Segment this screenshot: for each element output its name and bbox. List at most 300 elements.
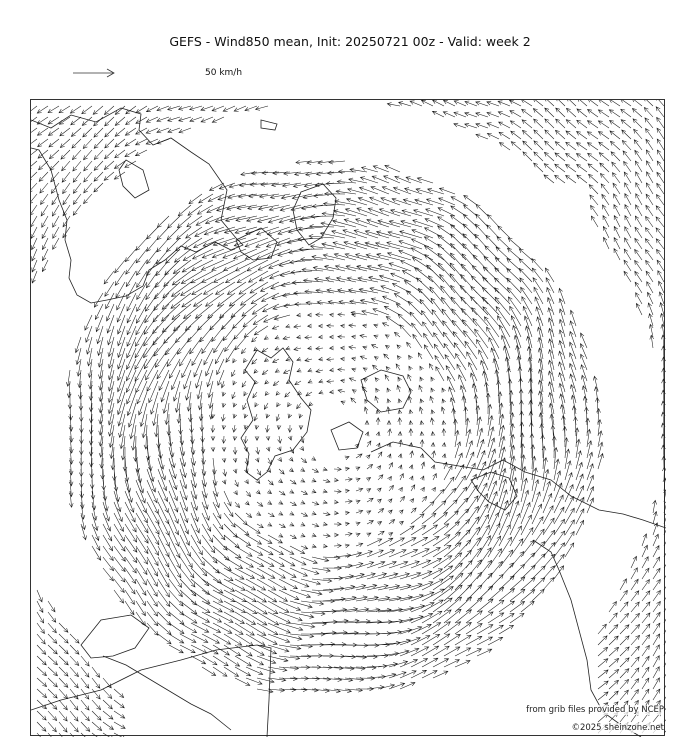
- wind-vector: [70, 678, 78, 688]
- wind-vector: [661, 445, 665, 458]
- wind-vector: [649, 314, 653, 326]
- wind-vector: [544, 152, 554, 161]
- wind-vector: [114, 524, 125, 541]
- wind-vector: [620, 636, 629, 645]
- wind-vector: [31, 227, 37, 239]
- wind-vector: [81, 700, 89, 710]
- wind-vector: [125, 150, 136, 157]
- coastline-north-america: [31, 108, 243, 303]
- wind-vector: [614, 216, 620, 228]
- wind-vector: [381, 197, 400, 205]
- wind-vector: [162, 304, 181, 321]
- wind-vector: [222, 392, 226, 396]
- wind-vector: [560, 394, 566, 414]
- wind-vector: [256, 106, 269, 110]
- wind-vector: [521, 490, 529, 513]
- wind-vector: [487, 101, 499, 106]
- wind-vector: [367, 265, 389, 271]
- wind-vector: [370, 197, 389, 205]
- wind-vector: [477, 494, 488, 513]
- wind-vector: [91, 480, 95, 499]
- wind-vector: [41, 194, 49, 205]
- wind-vector: [566, 153, 576, 161]
- wind-vector: [158, 590, 170, 607]
- wind-vector: [257, 645, 277, 654]
- wind-vector: [126, 348, 136, 369]
- wind-vector: [538, 380, 543, 403]
- wind-vector: [566, 164, 577, 172]
- wind-vector: [330, 346, 334, 350]
- wind-vector: [653, 568, 660, 579]
- wind-vector: [653, 546, 659, 557]
- wind-vector: [432, 310, 444, 326]
- wind-vector: [211, 436, 215, 440]
- wind-vector: [257, 579, 276, 590]
- wind-vector: [587, 132, 598, 139]
- wind-vector: [224, 645, 241, 656]
- wind-vector: [488, 536, 501, 557]
- wind-vector: [364, 378, 368, 382]
- wind-vector: [213, 601, 234, 612]
- wind-vector: [576, 143, 587, 150]
- wind-vector: [664, 724, 666, 733]
- wind-vector: [312, 511, 317, 515]
- wind-vector: [327, 357, 334, 361]
- wind-vector: [48, 634, 57, 643]
- wind-vector: [356, 543, 363, 547]
- wind-vector: [180, 579, 196, 596]
- wind-vector: [374, 357, 378, 361]
- wind-vector: [603, 226, 609, 238]
- wind-vector: [157, 128, 169, 133]
- wind-vector: [334, 666, 354, 670]
- wind-vector: [284, 370, 291, 374]
- wind-vector: [179, 106, 192, 110]
- wind-vector: [276, 414, 280, 421]
- wind-vector: [420, 421, 424, 425]
- wind-vector: [647, 172, 654, 183]
- wind-vector: [341, 401, 346, 405]
- wind-vector: [312, 544, 316, 548]
- wind-vector: [635, 150, 642, 161]
- wind-vector: [397, 385, 401, 392]
- wind-vector: [255, 436, 259, 440]
- wind-vector: [279, 524, 285, 528]
- wind-vector: [664, 590, 666, 601]
- wind-vector: [356, 500, 360, 504]
- wind-vector: [312, 654, 334, 658]
- wind-vector: [180, 348, 192, 366]
- wind-vector: [476, 123, 488, 128]
- wind-vector: [196, 216, 213, 225]
- wind-vector: [519, 249, 532, 260]
- wind-vector: [460, 285, 477, 304]
- wind-vector: [145, 293, 158, 311]
- wind-vector: [334, 655, 356, 659]
- wind-vector: [431, 388, 435, 393]
- wind-vector: [632, 100, 642, 106]
- wind-vector: [635, 282, 642, 293]
- wind-vector: [555, 142, 565, 150]
- wind-vector: [105, 117, 114, 126]
- wind-vector: [71, 117, 81, 125]
- wind-vector: [341, 379, 345, 383]
- wind-vector: [481, 361, 489, 382]
- wind-vector: [147, 524, 159, 545]
- wind-vector: [559, 309, 565, 326]
- wind-vector: [598, 681, 608, 689]
- wind-vector: [93, 106, 103, 114]
- wind-vector: [278, 533, 283, 537]
- wind-vector: [398, 314, 411, 326]
- wind-vector: [487, 112, 499, 117]
- wind-vector: [316, 313, 323, 317]
- wind-vector: [379, 209, 400, 217]
- wind-vector: [37, 128, 48, 135]
- wind-vector: [59, 656, 68, 665]
- wind-vector: [190, 425, 194, 444]
- wind-vector: [70, 634, 79, 643]
- wind-vector: [609, 110, 620, 117]
- wind-vector: [245, 501, 249, 505]
- wind-vector: [136, 612, 145, 626]
- wind-vector: [180, 535, 191, 557]
- wind-vector: [73, 183, 81, 193]
- wind-vector: [488, 481, 497, 502]
- wind-vector: [127, 326, 136, 346]
- wind-vector: [363, 346, 367, 350]
- wind-vector: [334, 544, 341, 548]
- wind-vector: [532, 566, 545, 579]
- wind-vector: [279, 546, 294, 554]
- wind-vector: [521, 100, 532, 106]
- wind-vector: [63, 183, 70, 194]
- wind-vector: [376, 388, 380, 392]
- wind-vector: [169, 469, 177, 490]
- wind-vector: [135, 326, 147, 346]
- wind-vector: [625, 194, 631, 205]
- wind-vector: [238, 194, 257, 198]
- wind-vector: [625, 227, 631, 238]
- wind-vector: [433, 634, 450, 645]
- wind-vector: [631, 679, 639, 689]
- wind-vector: [330, 313, 334, 317]
- wind-vector: [266, 425, 270, 432]
- wind-vector: [625, 216, 631, 227]
- wind-vector: [392, 283, 411, 293]
- wind-vector: [158, 491, 168, 513]
- wind-vector: [222, 480, 226, 484]
- wind-vector: [212, 260, 235, 271]
- wind-vector: [532, 480, 539, 502]
- wind-vector: [72, 150, 81, 160]
- wind-vector: [125, 139, 136, 146]
- wind-vector: [301, 491, 308, 495]
- wind-vector: [292, 281, 312, 285]
- wind-vector: [620, 579, 627, 590]
- wind-vector: [312, 533, 316, 537]
- wind-vector: [399, 521, 403, 525]
- wind-vector: [508, 238, 521, 249]
- wind-vector: [73, 194, 81, 204]
- wind-vector: [389, 596, 412, 601]
- wind-vector: [319, 357, 323, 361]
- wind-vector: [661, 412, 665, 425]
- wind-vector: [126, 359, 136, 381]
- wind-vector: [424, 246, 444, 260]
- wind-vector: [656, 217, 664, 227]
- wind-vector: [510, 121, 521, 128]
- wind-vector: [174, 249, 191, 262]
- wind-vector: [308, 379, 312, 383]
- wind-vector: [664, 523, 666, 535]
- wind-vector: [378, 452, 382, 458]
- wind-vector: [81, 656, 89, 666]
- wind-vector: [522, 120, 532, 128]
- wind-vector: [136, 524, 148, 543]
- wind-vector: [545, 119, 554, 128]
- wind-vector: [262, 348, 268, 352]
- wind-vector: [218, 293, 236, 306]
- wind-vector: [587, 143, 598, 150]
- wind-vector: [386, 367, 390, 371]
- wind-vector: [624, 172, 631, 183]
- wind-vector: [37, 678, 47, 687]
- wind-vector: [258, 216, 280, 223]
- wind-vector: [313, 266, 334, 271]
- wind-vector: [269, 260, 290, 269]
- wind-vector: [372, 345, 379, 349]
- wind-vector: [387, 399, 391, 403]
- wind-vector: [402, 210, 422, 216]
- wind-vector: [279, 688, 296, 692]
- wind-vector: [389, 672, 406, 678]
- wind-vector: [356, 522, 361, 526]
- wind-vector: [114, 535, 125, 551]
- wind-vector: [169, 579, 182, 597]
- wind-vector: [464, 407, 468, 425]
- wind-vector: [264, 403, 268, 409]
- wind-vector: [138, 392, 147, 415]
- wind-vector: [31, 238, 37, 250]
- wind-vector: [349, 346, 356, 350]
- wind-vector: [53, 216, 59, 227]
- wind-vector: [126, 260, 136, 274]
- wind-vector: [450, 398, 455, 414]
- wind-vector: [114, 568, 125, 582]
- wind-vector: [646, 139, 653, 150]
- wind-vector: [656, 206, 664, 216]
- wind-vector: [153, 315, 170, 334]
- wind-vector: [391, 209, 411, 216]
- wind-vector: [657, 260, 664, 271]
- wind-vector: [213, 634, 231, 644]
- wind-vector: [631, 635, 640, 645]
- wind-vector: [330, 335, 334, 339]
- wind-vector: [118, 348, 126, 369]
- wind-vector: [191, 524, 201, 544]
- wind-vector: [127, 381, 137, 404]
- wind-vector: [495, 297, 510, 315]
- wind-vector: [94, 293, 103, 307]
- wind-vector: [105, 139, 114, 148]
- wind-vector: [577, 131, 588, 139]
- wind-vector: [645, 239, 653, 249]
- wind-vector: [247, 216, 268, 222]
- wind-vector: [620, 647, 629, 656]
- wind-vector: [136, 557, 147, 575]
- wind-vector: [268, 601, 289, 612]
- wind-vector: [169, 359, 180, 378]
- wind-vector: [400, 549, 418, 557]
- wind-vector: [308, 368, 312, 372]
- wind-vector: [418, 353, 422, 359]
- wind-vector: [642, 635, 650, 645]
- wind-vector: [213, 502, 221, 519]
- wind-vector: [403, 199, 422, 205]
- wind-vector: [565, 543, 574, 557]
- wind-vector: [235, 513, 247, 525]
- wind-vector: [194, 293, 214, 306]
- wind-vector: [317, 172, 335, 176]
- wind-vector: [400, 474, 404, 481]
- wind-vector: [277, 425, 281, 429]
- wind-vector: [341, 357, 345, 361]
- wind-vector: [645, 250, 653, 260]
- wind-vectors: [31, 100, 666, 737]
- wind-vector: [37, 711, 46, 720]
- wind-vector: [305, 290, 323, 294]
- wind-vector: [365, 421, 369, 425]
- wind-vector: [158, 546, 169, 567]
- wind-vector: [319, 335, 323, 339]
- wind-vector: [101, 458, 105, 479]
- wind-vector: [345, 573, 364, 579]
- wind-vector: [473, 319, 488, 338]
- wind-vector: [48, 106, 59, 113]
- wind-vector: [349, 324, 356, 328]
- wind-vector: [136, 370, 147, 393]
- wind-vector: [482, 297, 499, 315]
- wind-vector: [420, 440, 424, 447]
- wind-vector: [268, 590, 288, 601]
- wind-vector: [104, 172, 114, 180]
- wind-vector: [631, 579, 638, 590]
- wind-vector: [158, 524, 169, 547]
- wind-vector: [103, 689, 112, 699]
- wind-vector: [246, 557, 264, 567]
- wind-vector: [660, 303, 664, 316]
- wind-vector: [414, 209, 433, 216]
- wind-vector: [125, 535, 137, 552]
- wind-vector: [290, 260, 312, 264]
- wind-vector: [150, 392, 158, 414]
- wind-vector: [278, 511, 283, 515]
- wind-vector: [135, 150, 147, 156]
- wind-vector: [454, 101, 466, 106]
- wind-vector: [452, 320, 466, 337]
- wind-vector: [419, 385, 423, 392]
- wind-vector: [70, 645, 79, 654]
- wind-map: [30, 99, 665, 736]
- wind-vector: [268, 480, 273, 485]
- wind-vector: [31, 205, 37, 216]
- wind-vector: [105, 150, 115, 159]
- wind-vector: [658, 271, 664, 282]
- wind-vector: [358, 277, 378, 282]
- wind-vector: [650, 335, 654, 348]
- wind-vector: [42, 249, 48, 261]
- wind-vector: [664, 689, 666, 700]
- wind-vector: [136, 249, 147, 263]
- wind-vector: [398, 418, 402, 425]
- wind-vector: [39, 172, 48, 181]
- wind-vector: [136, 304, 147, 323]
- wind-vector: [507, 248, 521, 260]
- wind-vector: [213, 612, 233, 623]
- wind-vector: [657, 172, 664, 183]
- wind-vector: [31, 172, 37, 181]
- wind-vector: [556, 108, 565, 117]
- wind-vector: [136, 139, 148, 145]
- wind-vector: [104, 161, 114, 170]
- wind-vector: [589, 185, 598, 194]
- wind-vector: [389, 561, 408, 568]
- wind-vector: [177, 216, 191, 228]
- wind-vector: [444, 532, 460, 546]
- wind-vector: [323, 467, 327, 471]
- wind-vector: [497, 237, 510, 249]
- wind-vector: [235, 579, 256, 590]
- copyright-credit: ©2025 sheinzone.net: [571, 723, 664, 733]
- wind-vector: [202, 535, 215, 553]
- wind-vector: [48, 678, 57, 687]
- wind-vector: [235, 502, 240, 508]
- wind-vector: [559, 373, 565, 392]
- wind-vector: [308, 313, 312, 317]
- wind-vector: [334, 500, 338, 504]
- wind-vector: [333, 220, 356, 227]
- wind-vector: [235, 623, 254, 635]
- wind-vector: [488, 215, 500, 227]
- wind-vector: [510, 577, 525, 590]
- wind-vector: [83, 128, 92, 137]
- wind-vector: [84, 161, 92, 171]
- wind-vector: [644, 108, 653, 118]
- wind-vector: [620, 669, 629, 678]
- wind-vector: [235, 601, 257, 614]
- wind-vector: [180, 513, 189, 534]
- wind-vector: [202, 524, 213, 542]
- wind-vector: [235, 546, 252, 556]
- wind-vector: [356, 533, 361, 537]
- wind-vector: [522, 297, 532, 315]
- wind-vector: [108, 359, 114, 380]
- wind-vector: [389, 661, 408, 667]
- wind-vector: [464, 195, 477, 205]
- wind-vector: [244, 391, 248, 396]
- wind-vector: [171, 370, 180, 390]
- wind-vector: [297, 313, 301, 317]
- coastline-island-ne: [261, 120, 277, 130]
- wind-vector: [257, 590, 277, 602]
- wind-vector: [367, 685, 384, 689]
- wind-vector: [523, 141, 532, 150]
- wind-vector: [283, 183, 302, 187]
- wind-vector: [662, 456, 666, 469]
- wind-vector: [136, 128, 147, 134]
- wind-vector: [136, 106, 147, 113]
